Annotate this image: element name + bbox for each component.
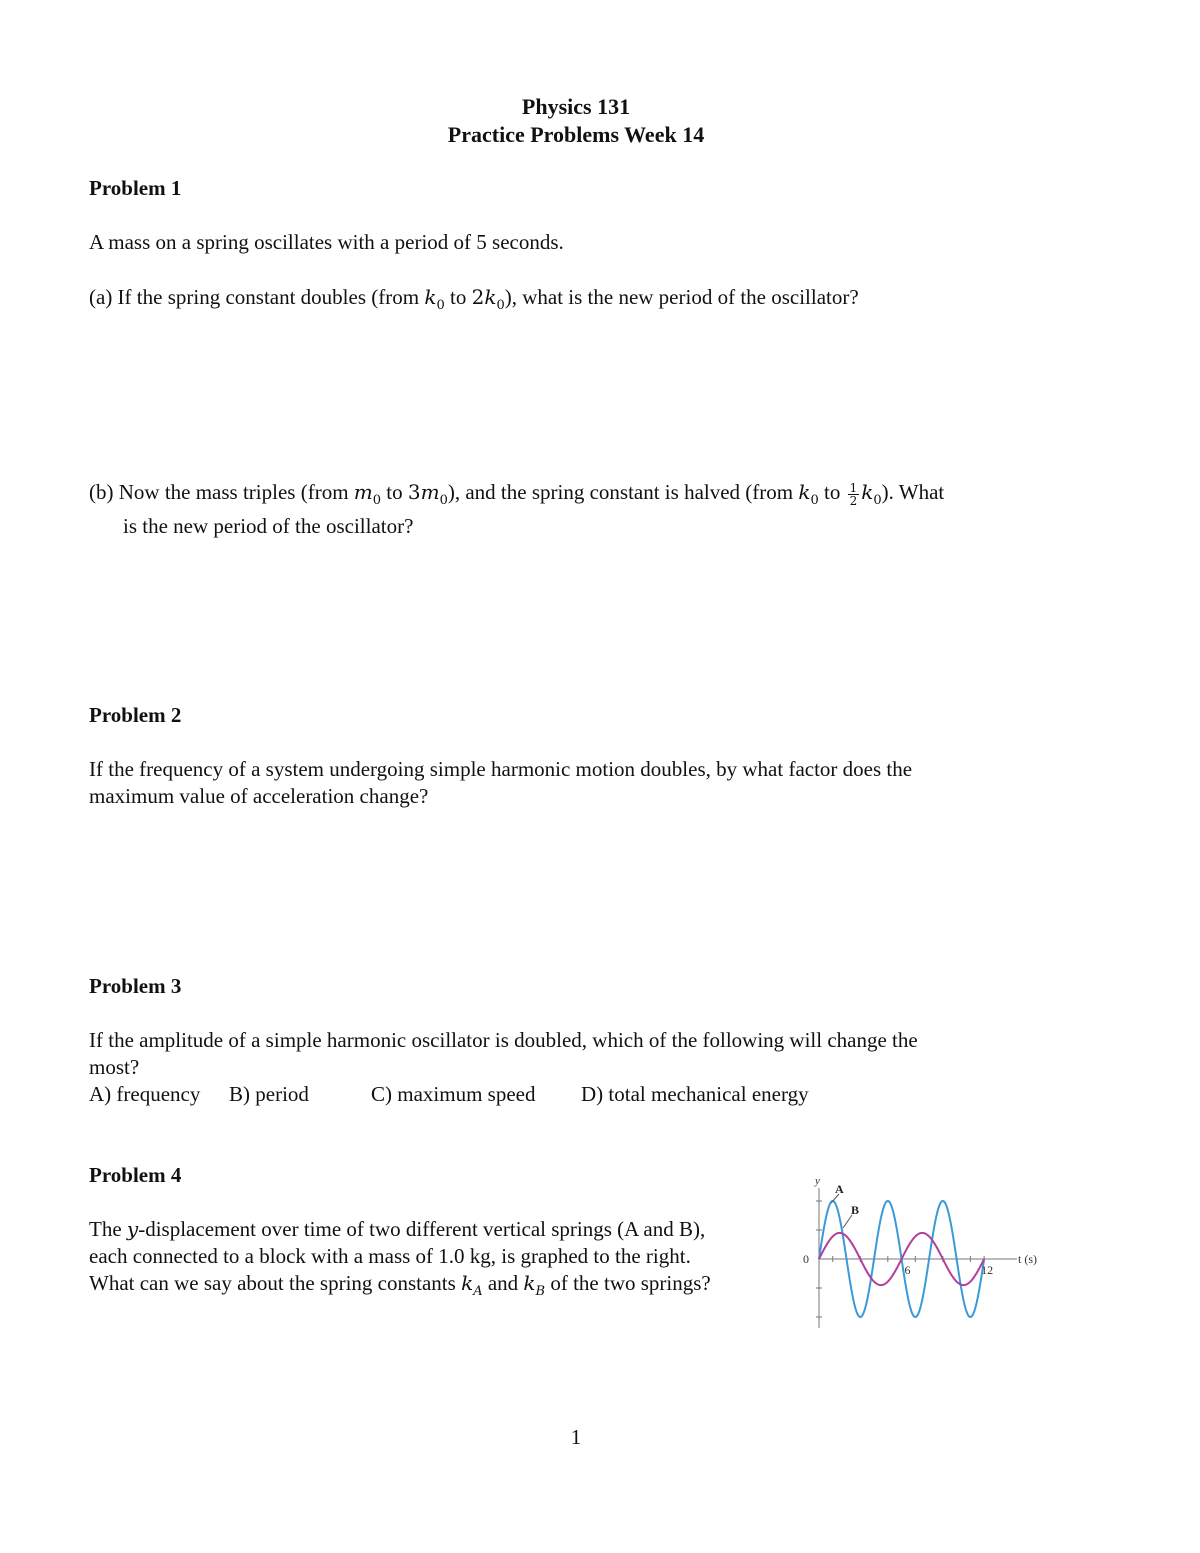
- x-tick-label: 6: [904, 1263, 911, 1277]
- x-axis-label: t (s): [1018, 1252, 1037, 1266]
- choice-b: B) period: [229, 1082, 309, 1106]
- problem4-line3: What can we say about the spring constants $k_A$ and $k_B$ of the two springs?: [89, 1271, 711, 1299]
- course-title: Physics 131: [521, 94, 631, 119]
- problem1-intro: A mass on a spring oscillates with a period of 5 seconds.: [89, 230, 564, 254]
- problem1-part-a: (a) If the spring constant doubles (from $k_0$ to $2k_0$), what is the new period of the oscillator?: [89, 285, 859, 313]
- origin-label: 0: [803, 1252, 809, 1266]
- problem3-line1: If the amplitude of a simple harmonic oscillator is doubled, which of the following will change the: [89, 1028, 918, 1052]
- series-a-label: A: [835, 1182, 844, 1196]
- problem1-heading: Problem 1: [89, 176, 182, 200]
- choice-c: C) maximum speed: [371, 1082, 536, 1106]
- graph-labels: [803, 1175, 1037, 1277]
- graph-axes: [819, 1188, 1017, 1328]
- problem2-line1: If the frequency of a system undergoing simple harmonic motion doubles, by what factor does the: [89, 757, 913, 781]
- choice-a: A) frequency: [89, 1082, 201, 1106]
- problem3-line2: most?: [89, 1055, 140, 1079]
- problem3-heading: Problem 3: [89, 974, 182, 998]
- problem2-heading: Problem 2: [89, 703, 182, 727]
- one-half-fraction: $\frac{1}{2}$: [849, 480, 858, 508]
- problem2-line2: maximum value of acceleration change?: [89, 784, 429, 808]
- document-subtitle: Practice Problems Week 14: [447, 122, 705, 147]
- displacement-time-graph: [795, 1168, 1055, 1333]
- problem4-line1: The y-displacement over time of two different vertical springs (A and B),: [89, 1217, 706, 1241]
- x-tick-label: 12: [981, 1263, 994, 1277]
- problem3-choices: [89, 1081, 809, 1108]
- problem1-part-b-line2: is the new period of the oscillator?: [123, 514, 414, 538]
- y-axis-label: y: [815, 1175, 820, 1187]
- problem4-heading: Problem 4: [89, 1163, 182, 1187]
- series-b-label: B: [851, 1203, 860, 1217]
- problem1-part-b: (b) Now the mass triples (from $m_0$ to $3m_0$), and the spring constant is halved (from $k_0$ to $\frac{1}{2}$ $k_0$). What: [89, 480, 945, 508]
- choice-d: D) total mechanical energy: [581, 1082, 809, 1106]
- page-number: 1: [570, 1425, 582, 1449]
- problem4-line2: each connected to a block with a mass of 1.0 kg, is graphed to the right.: [89, 1244, 691, 1268]
